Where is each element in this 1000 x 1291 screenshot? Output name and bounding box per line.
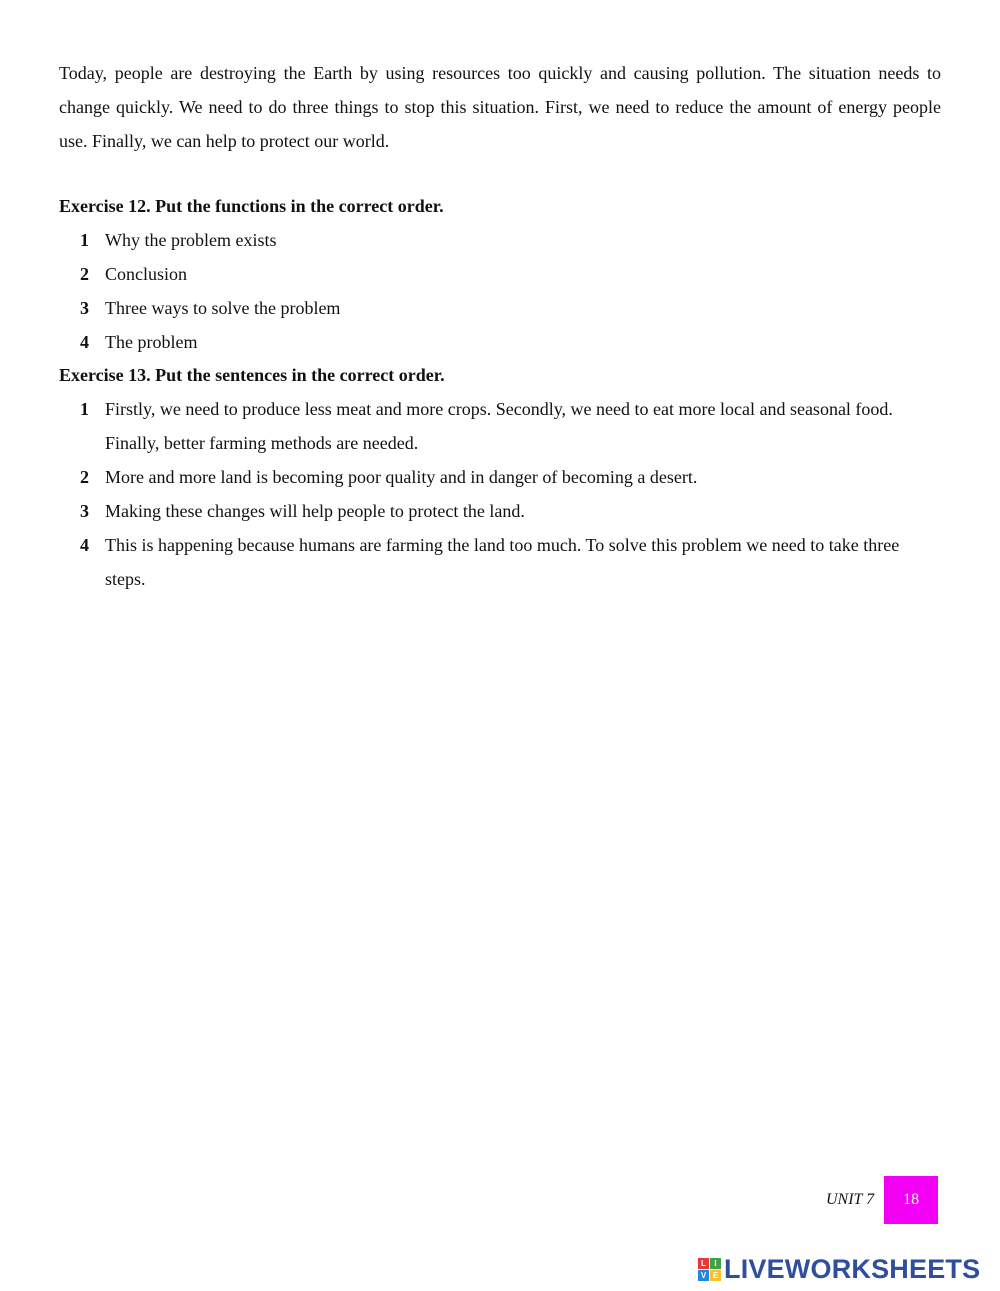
unit-label: UNIT 7 — [826, 1191, 875, 1208]
exercise-13-title: Exercise 13. Put the sentences in the correct order. — [59, 365, 445, 385]
intro-paragraph: Today, people are destroying the Earth by using resources too quickly and causing pollution. The situation needs to change quickly. We need to do three things to stop this situation. First, we need to reduce the amount of energy people use. Finally, we can help to protect our world. — [59, 63, 941, 151]
exercise-12-item — [80, 291, 940, 325]
exercise-13-item — [80, 460, 940, 494]
exercise-12-title: Exercise 12. Put the functions in the correct order. — [59, 196, 444, 216]
item-text: This is happening because humans are farming the land too much. To solve this problem we need to take three steps. — [105, 535, 900, 589]
item-number: 4 — [80, 332, 89, 352]
item-number: 2 — [80, 264, 89, 284]
logo-letter: L — [698, 1258, 709, 1269]
exercise-13-item — [80, 392, 940, 460]
item-text: The problem — [105, 332, 198, 352]
exercise-12-item — [80, 325, 940, 359]
liveworksheets-wordmark: LIVEWORKSHEETS — [724, 1254, 981, 1284]
item-number: 1 — [80, 399, 89, 419]
liveworksheets-branding[interactable] — [698, 1254, 980, 1285]
item-text: Conclusion — [105, 264, 188, 284]
page-footer — [826, 1176, 938, 1224]
item-number: 3 — [80, 298, 89, 318]
exercise-12-item — [80, 223, 940, 257]
logo-letter: V — [698, 1270, 709, 1281]
item-text: Making these changes will help people to protect the land. — [105, 501, 525, 521]
logo-letter: I — [710, 1258, 721, 1269]
item-number: 4 — [80, 535, 89, 555]
item-text: Firstly, we need to produce less meat and more crops. Secondly, we need to eat more local and seasonal food. Finally, better farming methods are needed. — [105, 399, 893, 453]
exercise-13-list — [80, 392, 940, 596]
page-number-badge — [884, 1176, 938, 1224]
logo-letter: E — [710, 1270, 721, 1281]
liveworksheets-logo-icon — [698, 1258, 721, 1281]
item-number: 3 — [80, 501, 89, 521]
item-number: 2 — [80, 467, 89, 487]
exercise-13-item — [80, 528, 940, 596]
exercise-13-item — [80, 494, 940, 528]
exercise-12-item — [80, 257, 940, 291]
page-number: 18 — [903, 1191, 920, 1208]
item-text: Three ways to solve the problem — [105, 298, 341, 318]
exercise-12-list — [80, 223, 940, 359]
item-text: More and more land is becoming poor quality and in danger of becoming a desert. — [105, 467, 698, 487]
item-number: 1 — [80, 230, 89, 250]
item-text: Why the problem exists — [105, 230, 277, 250]
